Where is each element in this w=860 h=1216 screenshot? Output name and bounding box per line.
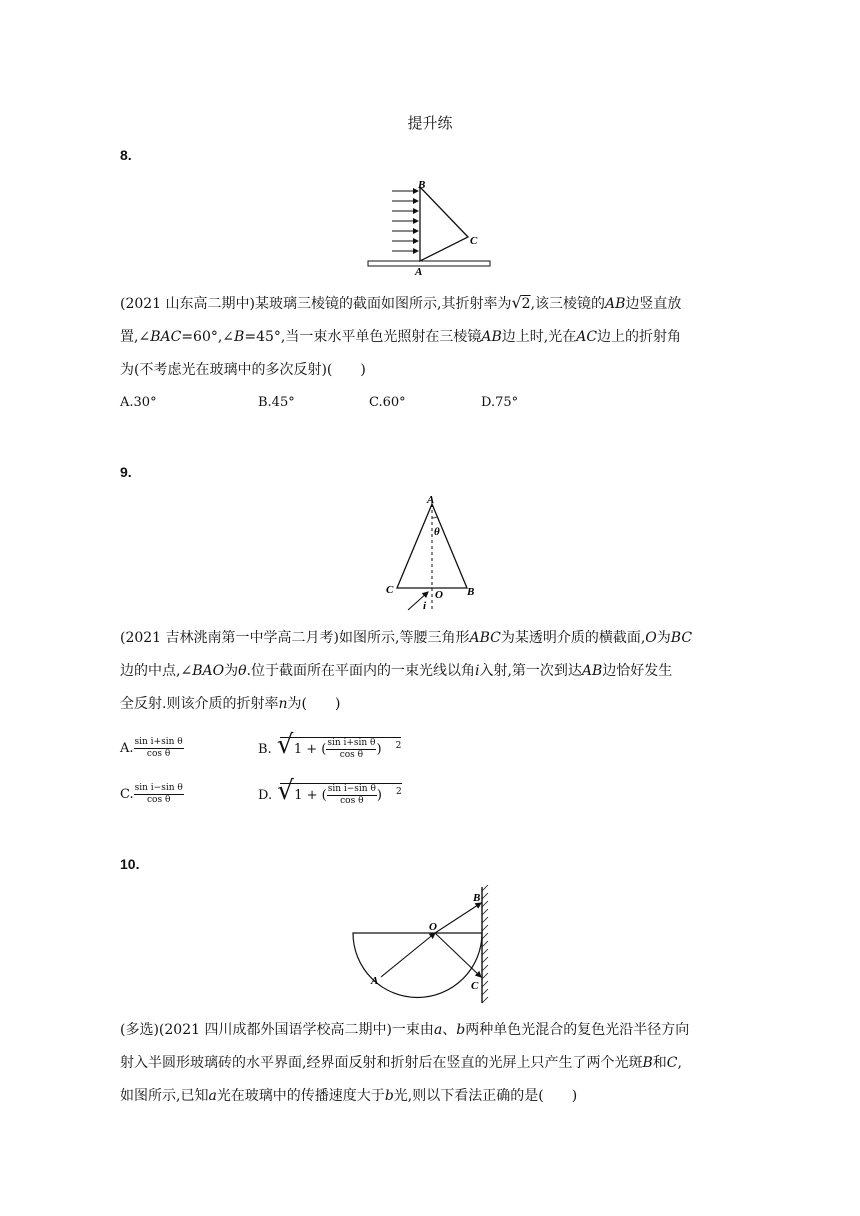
q9-option-b: B. √ 1 + ( $\frac{\text{sin i+sin θ}}{\text{cos θ}}$ ) $^2$ [258,730,402,760]
question-10-number: 10. [120,856,140,872]
q10-label-A: A [371,975,379,987]
q9-triangle-figure [380,492,480,614]
q8-label-C: C [470,235,478,247]
question-10-text: (多选)(2021 四川成都外国语学校高二期中)一束由a、b两种单色光混合的复色光沿半径方向 射入半圆形玻璃砖的水平界面,经界面反射和折射后在竖直的光屏上只产生了两个光斑B和C, 如图所示,已知a光在玻璃中的传播速度大于b光,则以下看法正确的是( ) [120,1022,690,1104]
q8-prism-figure [360,175,500,280]
q9-option-a: A. $\frac{\text{sin i+sin θ}}{\text{cos θ}}$ [120,737,183,759]
question-8-text: (2021 山东高二期中)某玻璃三棱镜的截面如图所示,其折射率为√2,该三棱镜的AB边竖直放 置,∠BAC=60°,∠B=45°,当一束水平单色光照射在三棱镜AB边上时,光在AC边上的折射角 为(不考虑光在玻璃中的多次反射)( ) [120,293,682,378]
q8-label-B: B [418,179,426,191]
q10-label-O: O [429,921,437,933]
q8-label-A: A [415,266,423,278]
q9-option-d: D. √ 1 + ( $\frac{\text{sin i−sin θ}}{\text{cos θ}}$ ) $^2$ [258,776,402,806]
q9-label-O: O [435,589,443,601]
q9-label-i: i [423,600,427,612]
q9-label-C: C [386,584,394,596]
q8-option-a: A.30° [120,395,157,410]
q8-option-b: B.45° [258,395,295,410]
section-title: 提升练 [407,114,453,132]
q8-option-c: C.60° [369,395,406,410]
question-9-text: (2021 吉林洮南第一中学高二月考)如图所示,等腰三角形ABC为某透明介质的横截面,O为BC 边的中点,∠BAO为θ.位于截面所在平面内的一束光线以角i入射,第一次到达AB边恰好发生 全反射.则该介质的折射率n为( ) [120,630,693,712]
q10-label-B: B [473,892,481,904]
q10-semicircle-figure [345,885,495,1007]
question-9-number: 9. [120,464,132,480]
q8-option-d: D.75° [481,395,519,410]
q9-label-theta: θ [434,526,440,538]
q9-option-c: C. $\frac{\text{sin i−sin θ}}{\text{cos θ}}$ [120,783,183,805]
q9-label-A: A [427,494,435,506]
q10-label-C: C [471,980,479,992]
question-8-number: 8. [120,147,132,163]
q9-label-B: B [467,586,475,598]
